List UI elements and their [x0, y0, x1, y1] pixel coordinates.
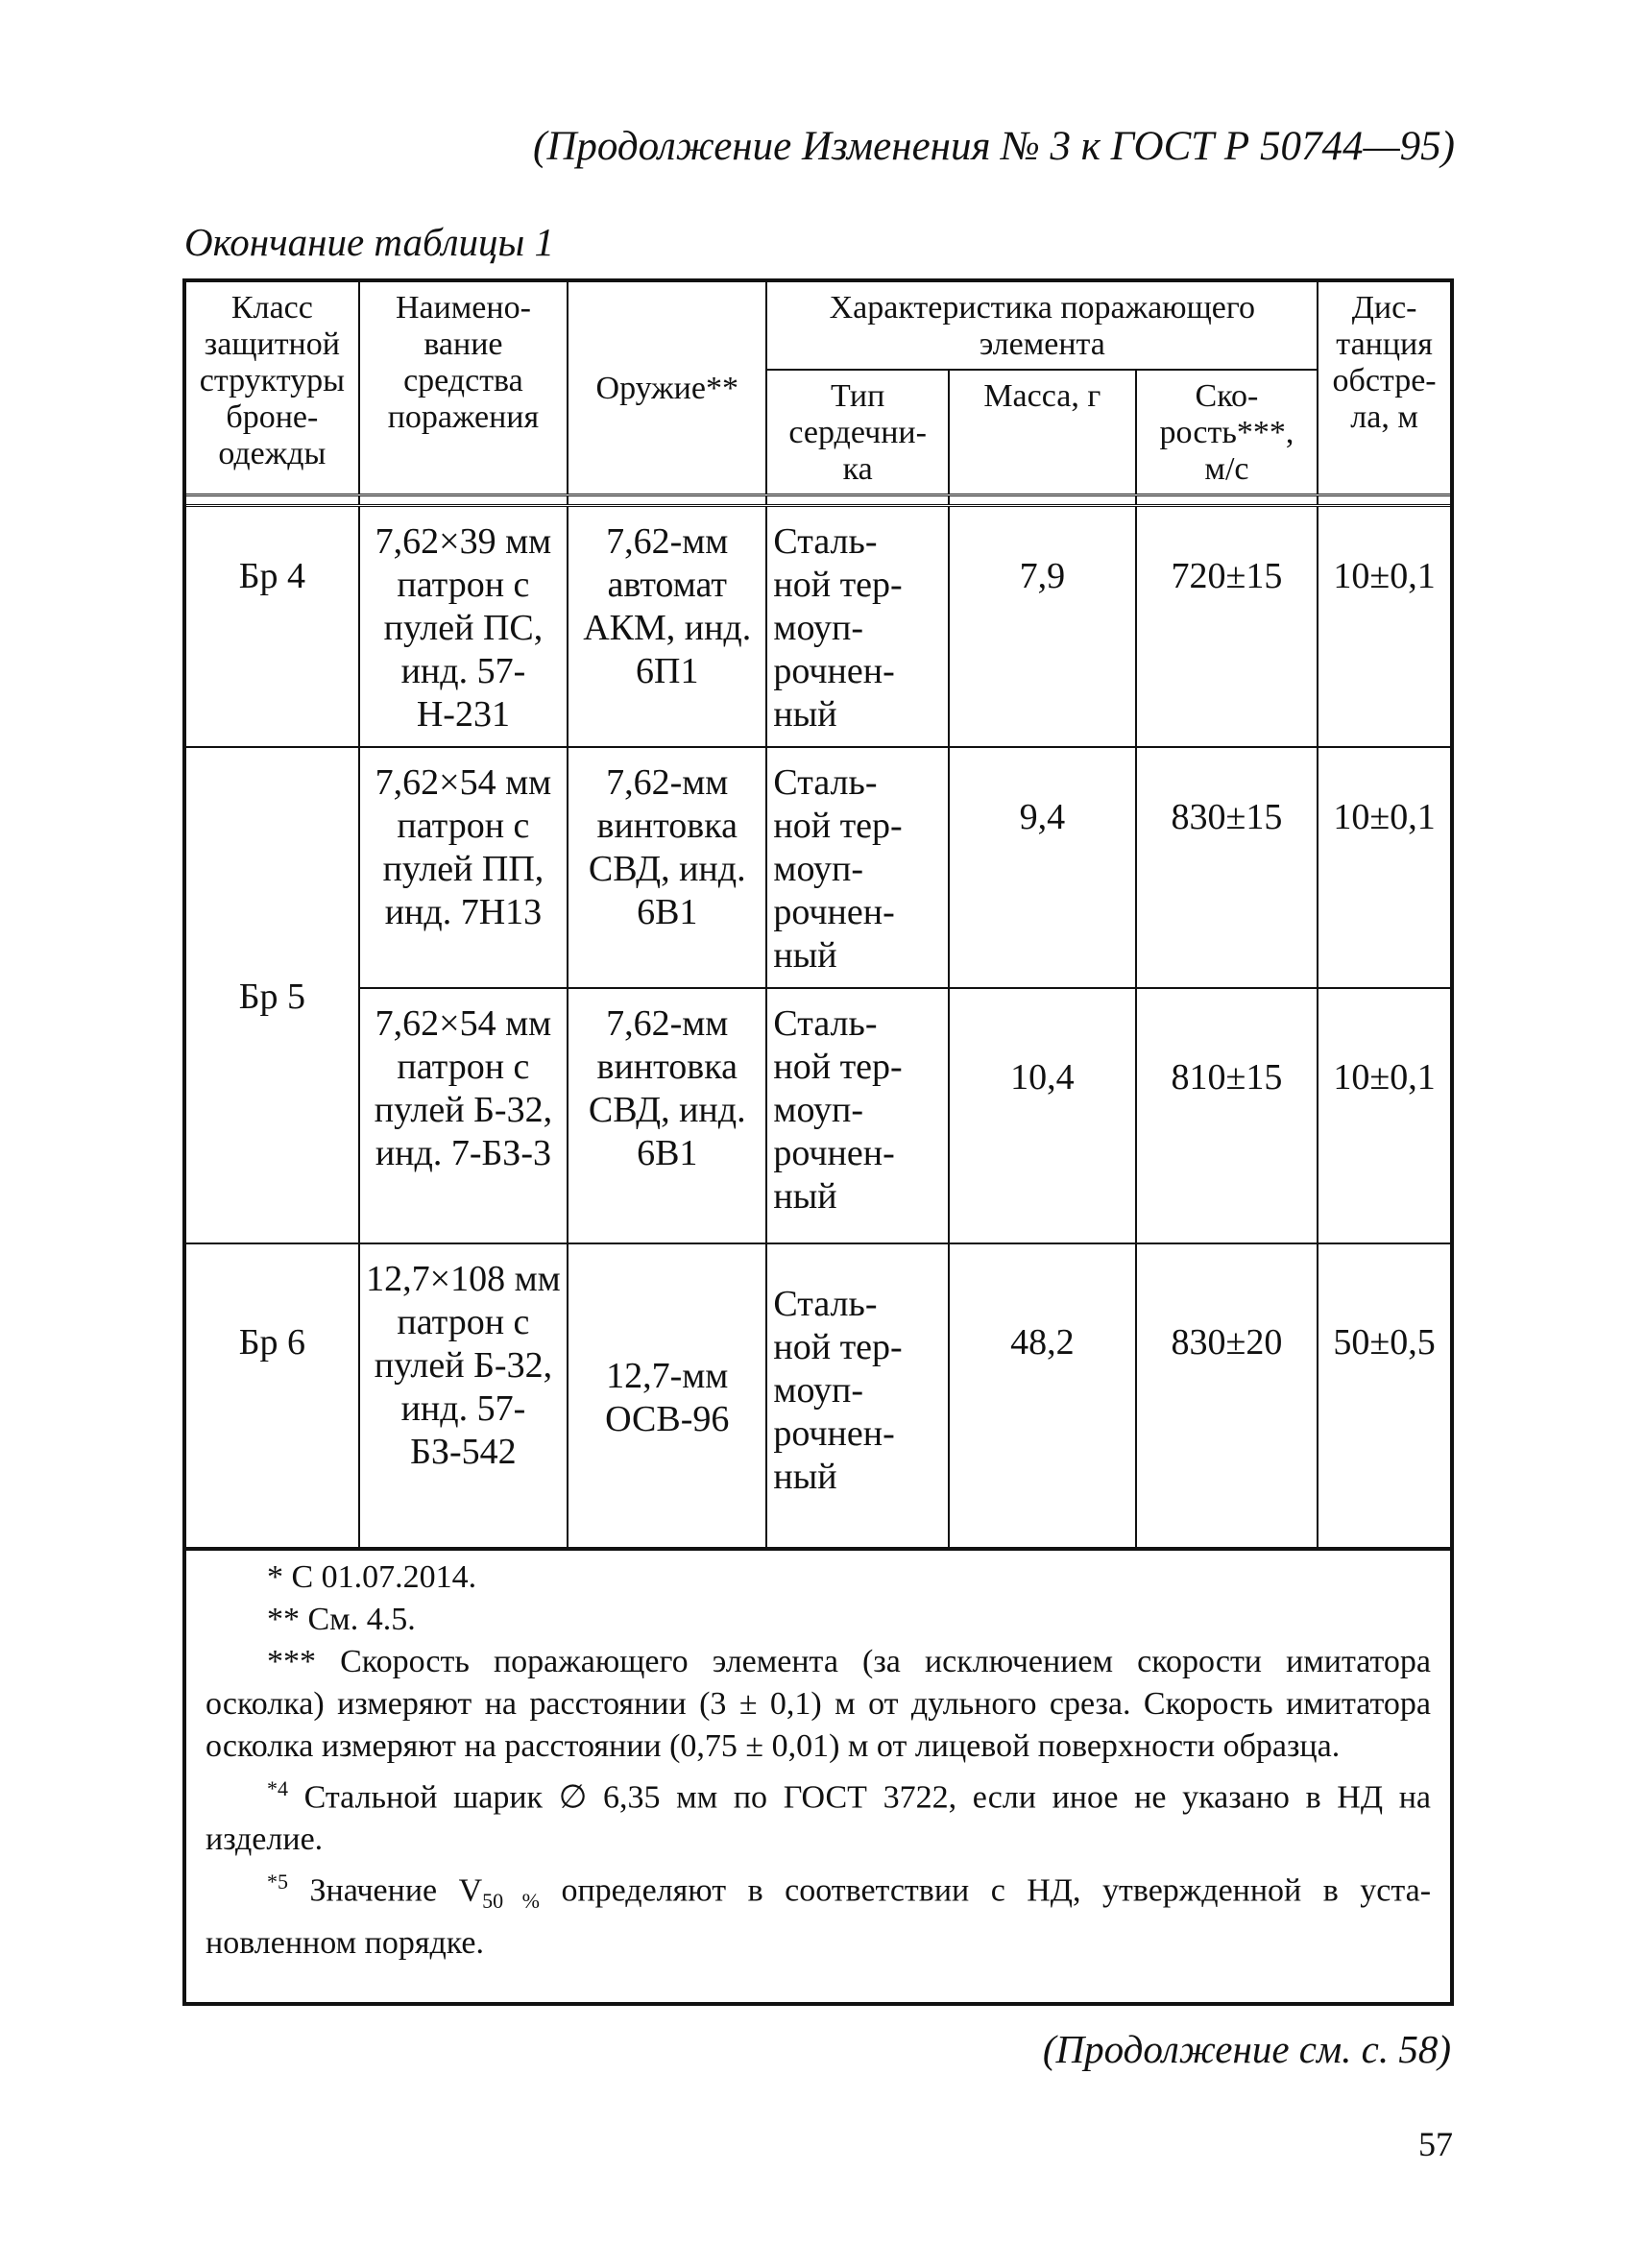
- cell-name: 7,62×39 мм патрон с пулей ПС, инд. 57-Н-231: [359, 506, 568, 748]
- col-weapon-header: Оружие**: [568, 280, 766, 495]
- table-row: [184, 506, 1452, 748]
- col-mass-header: Масса, г: [949, 370, 1136, 495]
- cell-speed: 720±15: [1136, 506, 1318, 748]
- table-row: [184, 1243, 1452, 1549]
- footnote-5-sub: 50 %: [482, 1889, 540, 1914]
- cell-core: Сталь- ной тер- моуп- рочнен- ный: [766, 747, 949, 988]
- footnote-2: ** См. 4.5.: [267, 1602, 416, 1637]
- ballistic-table: [182, 278, 1454, 1551]
- page-header: (Продолжение Изменения № 3 к ГОСТ Р 50744—95): [533, 124, 1455, 169]
- cell-speed: 830±15: [1136, 747, 1318, 988]
- cell-mass: 7,9: [949, 506, 1136, 748]
- col-core-header: Тип сердечни- ка: [766, 370, 949, 495]
- table-row: [184, 747, 1452, 988]
- cell-speed: 830±20: [1136, 1243, 1318, 1549]
- cell-weapon: 12,7-мм ОСВ-96: [568, 1243, 766, 1549]
- page-number: 57: [1418, 2125, 1453, 2163]
- cell-core: Сталь- ной тер- моуп- рочнен- ный: [766, 506, 949, 748]
- cell-distance: 50±0,5: [1318, 1243, 1452, 1549]
- continuation-note: (Продолжение см. с. 58): [1042, 2027, 1451, 2071]
- footnote-1: * С 01.07.2014.: [267, 1559, 477, 1595]
- table-row: [184, 988, 1452, 1243]
- cell-mass: 10,4: [949, 988, 1136, 1243]
- cell-distance: 10±0,1: [1318, 506, 1452, 748]
- footnote-4: [206, 1768, 1431, 1861]
- cell-mass: 9,4: [949, 747, 1136, 988]
- footnote-4-mark: *4: [267, 1776, 288, 1800]
- cell-class: Бр 4: [184, 506, 359, 748]
- cell-speed: 810±15: [1136, 988, 1318, 1243]
- cell-distance: 10±0,1: [1318, 988, 1452, 1243]
- header-separator: [184, 495, 1452, 506]
- cell-core: Сталь- ной тер- моуп- рочнен- ный: [766, 988, 949, 1243]
- col-speed-header: Ско- рость***, м/с: [1136, 370, 1318, 495]
- footnote-5-mark: *5: [267, 1870, 288, 1894]
- cell-weapon: 7,62-мм винтовка СВД, инд. 6В1: [568, 988, 766, 1243]
- footnote-5-text-b: определяют в соответствии с НД, утвержденной в уста- новленном порядке.: [206, 1872, 1432, 1962]
- footnote-3: *** Скорость поражающего элемента (за исключением скорости имитатора осколка) измеряют на расстоянии (3 ± 0,1) м от дульного среза. Скорость имитатора осколка измеряют на расстоянии (0,75 ± 0,01) м от лицевой поверхности образца.: [206, 1644, 1431, 1764]
- cell-name: 7,62×54 мм патрон с пулей ПП, инд. 7Н13: [359, 747, 568, 988]
- cell-distance: 10±0,1: [1318, 747, 1452, 988]
- cell-weapon: 7,62-мм винтовка СВД, инд. 6В1: [568, 747, 766, 988]
- col-distance-header: Дис- танция обстре- ла, м: [1318, 280, 1452, 495]
- table-footnotes: [182, 1533, 1454, 2006]
- cell-core: Сталь- ной тер- моуп- рочнен- ный: [766, 1243, 949, 1549]
- col-class-header: Класс защитной структуры броне- одежды: [184, 280, 359, 495]
- cell-class: Бр 6: [184, 1243, 359, 1549]
- cell-weapon: 7,62-мм автомат АКМ, инд. 6П1: [568, 506, 766, 748]
- footnote-4-text: Стальной шарик ∅ 6,35 мм по ГОСТ 3722, если иное не указано в НД на изделие.: [206, 1779, 1431, 1858]
- cell-mass: 48,2: [949, 1243, 1136, 1549]
- col-char-group-header: Характеристика поражающего элемента: [766, 280, 1318, 370]
- footnote-5-text-a: Значение V: [309, 1872, 483, 1909]
- col-name-header: Наимено- вание средства поражения: [359, 280, 568, 495]
- cell-name: 12,7×108 мм патрон с пулей Б-32, инд. 57-БЗ-542: [359, 1243, 568, 1549]
- cell-class: Бр 5: [184, 747, 359, 1243]
- table-title: Окончание таблицы 1: [184, 220, 555, 264]
- footnote-5: [206, 1861, 1431, 1965]
- cell-name: 7,62×54 мм патрон с пулей Б-32, инд. 7-БЗ-3: [359, 988, 568, 1243]
